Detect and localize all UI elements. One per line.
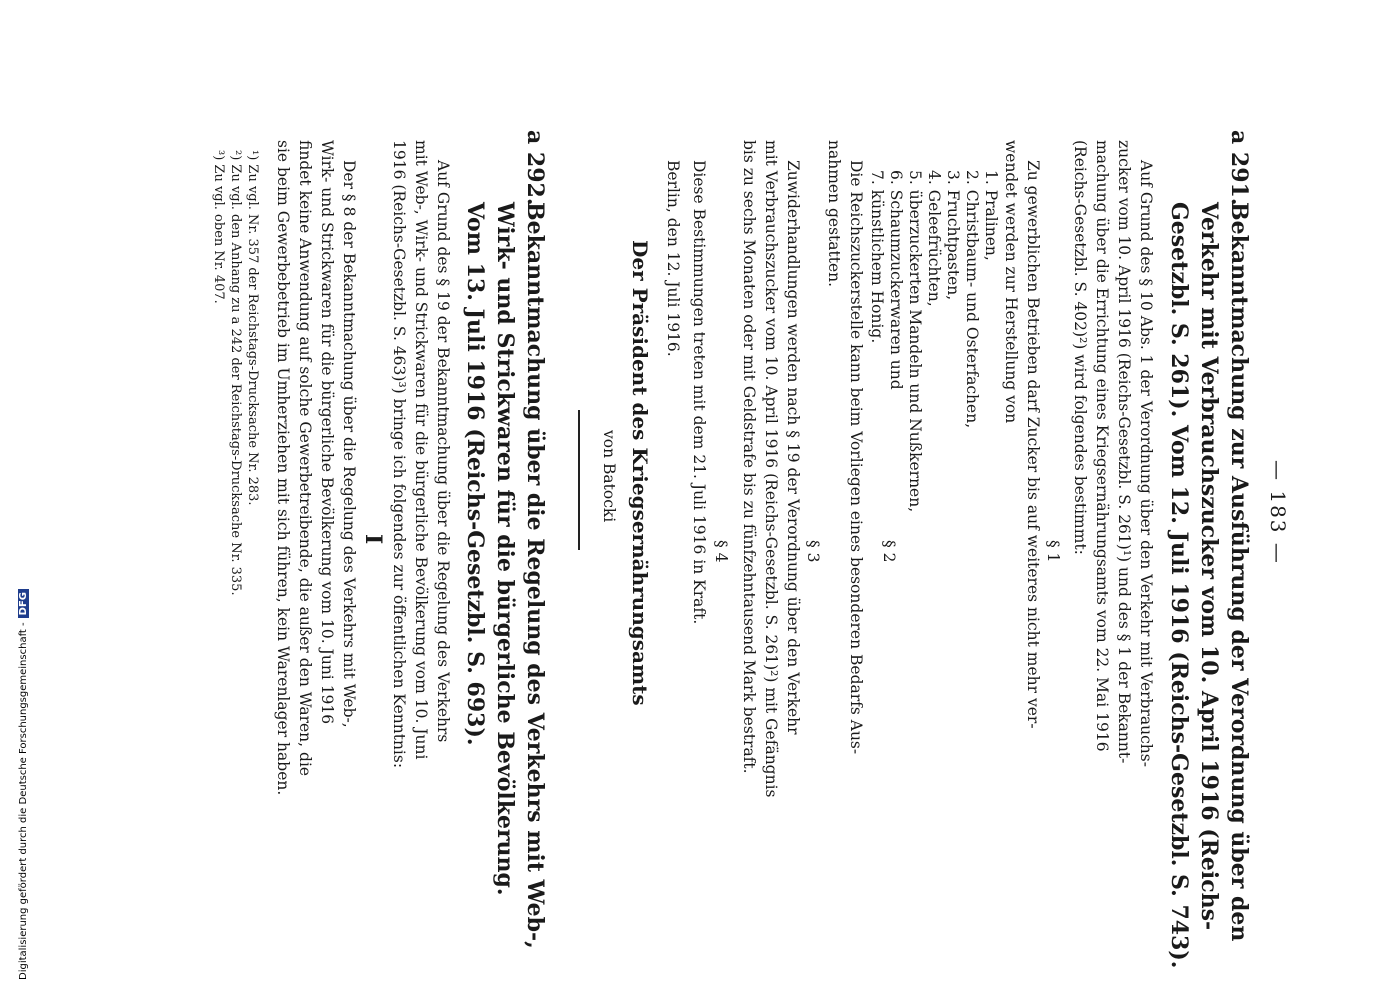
section-paragraph-heading: § 3: [804, 540, 822, 563]
paragraph-line: wendet werden zur Herstellung von: [1002, 140, 1020, 424]
section-paragraph-heading: § 2: [880, 540, 898, 563]
list-item: 1. Pralinen,: [982, 170, 1000, 261]
list-item: 5. überzuckerten Mandeln und Nußkernen,: [906, 170, 924, 513]
credit-text: Digitalisierung gefördert durch die Deutsche Forschungsgemeinschaft -: [18, 622, 29, 980]
paragraph-line: sie beim Gewerbebetrieb im Umherziehen mit sich führen, kein Warenlager haben.: [274, 140, 292, 796]
footnote: ³) Zu vgl. oben Nr. 407.: [211, 150, 226, 304]
paragraph-line: mit Web-, Wirk- und Strickwaren für die bürgerliche Bevölkerung vom 10. Juni: [412, 140, 430, 760]
paragraph-line: mit Verbrauchszucker vom 10. April 1916 (Reichs-Gesetzbl. S. 261)²) mit Gefängnis: [762, 140, 780, 798]
list-item: 7. künstlichem Honig.: [868, 170, 886, 344]
paragraph-line: nahmen gestatten.: [825, 140, 843, 288]
section-title-line: Wirk- und Strickwaren für die bürgerliche Bevölkerung.: [492, 202, 518, 896]
section-number: a 292.: [522, 130, 548, 206]
section-title-line: Verkehr mit Verbrauchszucker vom 10. April 1916 (Reichs-: [1196, 202, 1222, 931]
section-paragraph-heading: § 1: [1044, 540, 1062, 563]
paragraph-line: Auf Grund des § 19 der Bekanntmachung über die Regelung des Verkehrs: [434, 160, 452, 743]
dfg-logo-icon: DFG: [18, 589, 29, 618]
paragraph-line: Wirk- und Strickwaren für die bürgerliche Bevölkerung vom 10. Juni 1916: [318, 140, 336, 725]
paragraph-line: bis zu sechs Monaten oder mit Geldstrafe bis zu fünfzehntausend Mark bestraft.: [740, 140, 758, 774]
footnote: ¹) Zu vgl. Nr. 357 der Reichstags-Drucksache Nr. 283.: [245, 150, 260, 506]
section-title-line: Vom 13. Juli 1916 (Reichs-Gesetzbl. S. 693).: [462, 202, 488, 746]
paragraph-line: Auf Grund des § 10 Abs. 1 der Verordnung über den Verkehr mit Verbrauchs-: [1137, 160, 1155, 767]
footnote: ²) Zu vgl. den Anhang zu a 242 der Reichstags-Drucksache Nr. 335.: [228, 150, 243, 596]
page-number: — 183 —: [1266, 460, 1290, 565]
section-title-line: Bekanntmachung zur Ausführung der Verordnung über den: [1226, 202, 1252, 942]
document-page: [110, 130, 1290, 990]
paragraph-line: Diese Bestimmungen treten mit dem 21. Juli 1916 in Kraft.: [690, 160, 708, 625]
paragraph-line: findet keine Anwendung auf solche Gewerbetreibende, die außer den Waren, die: [296, 140, 314, 777]
paragraph-line: Der § 8 der Bekanntmachung über die Regelung des Verkehrs mit Web-,: [340, 160, 358, 728]
paragraph-line: Die Reichszuckerstelle kann beim Vorliegen eines besonderen Bedarfs Aus-: [847, 160, 865, 755]
list-item: 3. Fruchtpasten,: [944, 170, 962, 301]
paragraph-line: machung über die Errichtung eines Kriegsernährungsamts vom 22. Mai 1916: [1093, 140, 1111, 752]
signer-title: Der Präsident des Kriegsernährungsamts: [628, 240, 652, 706]
paragraph-line: zucker vom 10. April 1916 (Reichs-Gesetzbl. S. 261)¹) und des § 1 der Bekannt-: [1115, 140, 1133, 764]
paragraph-line: (Reichs-Gesetzbl. S. 402)²) wird folgendes bestimmt:: [1071, 140, 1089, 555]
paragraph-line: Zu gewerblichen Betrieben darf Zucker bis auf weiteres nicht mehr ver-: [1024, 160, 1042, 729]
list-item: 2. Christbaum- und Osterfachen,: [963, 170, 981, 429]
section-title-line: Bekanntmachung über die Regelung des Verkehrs mit Web-,: [522, 202, 548, 949]
paragraph-line: 1916 (Reichs-Gesetzbl. S. 463)³) bringe ich folgendes zur öffentlichen Kenntnis:: [390, 140, 408, 769]
section-paragraph-heading: § 4: [712, 540, 730, 563]
paragraph-line: Zuwiderhandlungen werden nach § 19 der Verordnung über den Verkehr: [784, 160, 802, 735]
list-item: 6. Schaumzuckerwaren und: [887, 170, 905, 390]
digitization-credit: [18, 589, 29, 980]
list-item: 4. Geleefrüchten,: [925, 170, 943, 307]
divider: [578, 410, 580, 550]
section-title-line: Gesetzbl. S. 261). Vom 12. Juli 1916 (Reichs-Gesetzbl. S. 743).: [1166, 202, 1192, 969]
roman-numeral-heading: I: [360, 534, 386, 545]
signer-name: von Batocki: [600, 430, 618, 523]
date-line: Berlin, den 12. Juli 1916.: [664, 160, 682, 357]
section-number: a 291.: [1226, 130, 1252, 206]
